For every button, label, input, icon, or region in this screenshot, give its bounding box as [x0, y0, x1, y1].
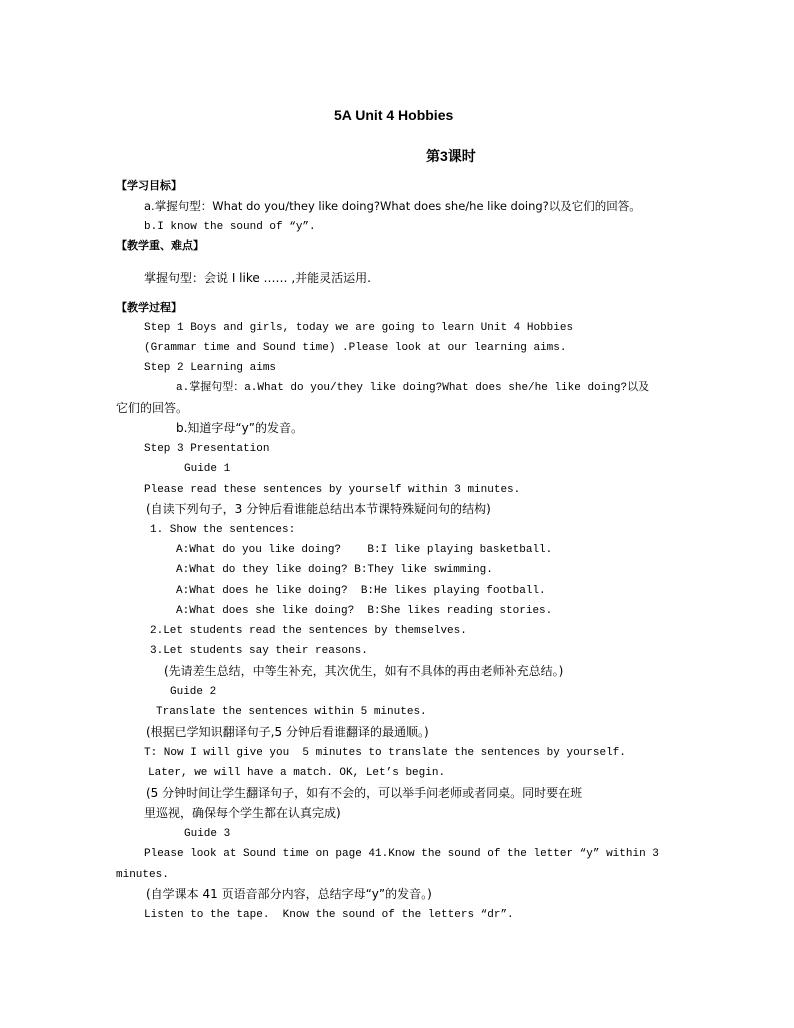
item-3-note: (先请差生总结，中等生补充，其次优生，如有不具体的再由老师补充总结。) [164, 664, 564, 678]
step2-aim-b: b.知道字母“y”的发音。 [176, 421, 303, 435]
item-3: 3.Let students say their reasons. [150, 645, 368, 657]
keypoints-heading: 【教学重、难点】 [116, 239, 204, 252]
show-sentences: 1. Show the sentences: [150, 524, 296, 536]
guide1-note: (自读下列句子，3 分钟后看谁能总结出本节课特殊疑问句的结构) [146, 502, 491, 516]
dialog-line-1: A:What do you like doing? B:I like playing basketball. [176, 544, 553, 556]
guide2-instruction: Translate the sentences within 5 minutes. [156, 706, 427, 718]
guide2-note: (根据已学知识翻译句子,5 分钟后看谁翻译的最通顺。) [146, 725, 429, 739]
teacher-line-2: Later, we will have a match. OK, Let’s begin. [148, 767, 446, 779]
dialog-line-2: A:What do they like doing? B:They like swimming. [176, 564, 493, 576]
step2-aim-a-line2: 它们的回答。 [116, 401, 189, 415]
step2-heading: Step 2 Learning aims [144, 362, 277, 374]
item-2: 2.Let students read the sentences by themselves. [150, 625, 467, 637]
guide3-line1: Please look at Sound time on page 41.Know the sound of the letter “y” within 3 [144, 848, 659, 860]
step1-line2: (Grammar time and Sound time) .Please look at our learning aims. [144, 342, 567, 354]
guide3-line2: minutes. [116, 869, 169, 881]
step1-line1: Step 1 Boys and girls, today we are going to learn Unit 4 Hobbies [144, 322, 574, 334]
step3-heading: Step 3 Presentation [144, 443, 270, 455]
step2-aim-a-line1: a.掌握句型：a.What do you/they like doing?What does she/he like doing?以及 [176, 382, 650, 394]
dialog-line-3: A:What does he like doing? B:He likes playing football. [176, 585, 546, 597]
keypoints-text: 掌握句型：会说 I like …… ,并能灵活运用. [144, 271, 371, 285]
objectives-heading: 【学习目标】 [116, 179, 182, 192]
guide2-note2-line1: (5 分钟时间让学生翻译句子，如有不会的，可以举手问老师或者同桌。同时要在班 [146, 786, 583, 800]
process-heading: 【教学过程】 [116, 301, 182, 314]
teacher-line-1: T: Now I will give you 5 minutes to translate the sentences by yourself. [144, 747, 626, 759]
guide1-instruction: Please read these sentences by yourself within 3 minutes. [144, 484, 521, 496]
guide1-label: Guide 1 [184, 463, 231, 475]
guide2-label: Guide 2 [170, 686, 217, 698]
objective-b: b.I know the sound of “y”. [144, 221, 316, 233]
guide2-note2-line2: 里巡视，确保每个学生都在认真完成) [144, 806, 341, 820]
listen-line: Listen to the tape. Know the sound of the letters “dr”. [144, 909, 514, 921]
lesson-period: 第3课时 [426, 148, 476, 164]
guide3-label: Guide 3 [184, 828, 231, 840]
document-title: 5A Unit 4 Hobbies [334, 107, 454, 123]
guide3-note: (自学课本 41 页语音部分内容，总结字母“y”的发音。) [146, 887, 432, 901]
dialog-line-4: A:What does she like doing? B:She likes reading stories. [176, 605, 553, 617]
objective-a: a.掌握句型：What do you/they like doing?What does she/he like doing?以及它们的回答。 [144, 199, 641, 213]
